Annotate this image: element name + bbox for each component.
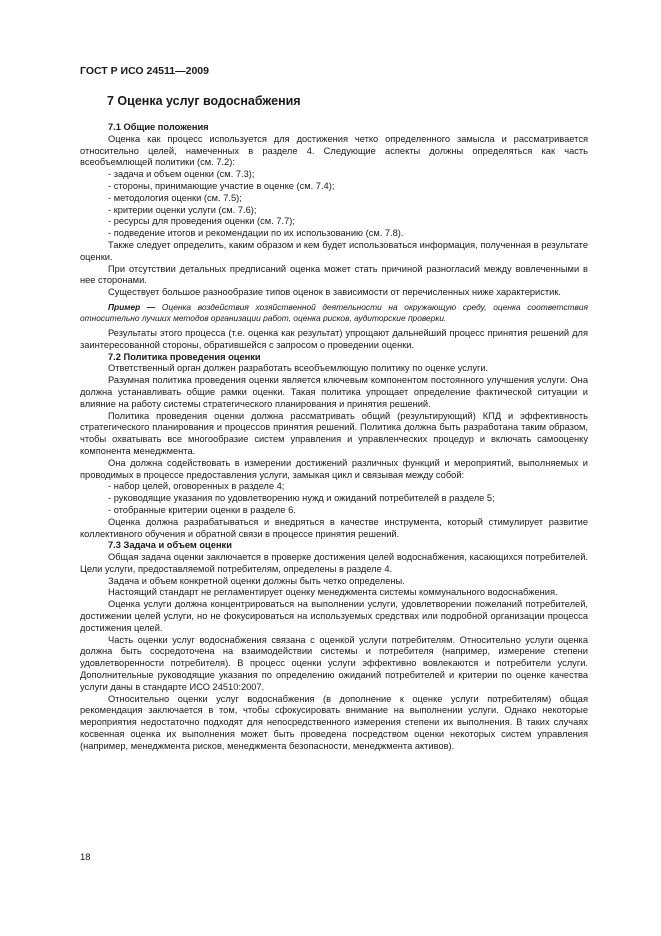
- paragraph: Часть оценки услуг водоснабжения связана с оценкой услуги потребителям. Относительно услуги оценка должна быть сосредоточена на взаимодействии системы и потребителя (например, измерение степени удовлетворенности потребителя). В процесс оценки услуги эффективно вовлекаются и потребители услуги. Дополнительные руководящие указания по определению ожиданий потребителей и критерии по оценке качества услуги даны в стандарте ИСО 24510:2007.: [80, 634, 588, 692]
- paragraph: Политика проведения оценки должна рассматривать общий (результирующий) КПД и эффективность стратегического планирования и процессов принятия решений. Политика должна быть разработана таким образом, чтобы охватывать все многообразие систем управления и управленческих процедур и включать самооценку компонента менеджмента.: [80, 410, 588, 456]
- paragraph: Разумная политика проведения оценки является ключевым компонентом постоянного улучшения услуги. Она должна устанавливать общие рамки оценки. Такая политика упрощает определение фактической ситуации и влияние на работу системы стратегического планирования и принятия решений.: [80, 375, 588, 409]
- document-body: [80, 122, 588, 753]
- paragraph: Она должна содействовать в измерении достижений различных функций и мероприятий, выполняемых и проводимых в процессе предоставления услуги, замыкая цикл и связывая между собой:: [80, 457, 588, 480]
- paragraph: Оценка должна разрабатываться и внедряться в качестве инструмента, который стимулирует развитие коллективного обучения и обратной связи в процессе принятия решений.: [80, 516, 588, 539]
- paragraph: Оценка услуги должна концентрироваться на выполнении услуги, удовлетворении пожеланий потребителей, достижении целей услуги, но не фокусироваться на используемых средствах или подробной организации процесса достижения целей.: [80, 599, 588, 633]
- subsection-heading-7-1: 7.1 Общие положения: [108, 122, 209, 132]
- document-header: ГОСТ Р ИСО 24511—2009: [80, 65, 209, 77]
- list-item: - подведение итогов и рекомендации по их использованию (см. 7.8).: [80, 228, 588, 240]
- example-text: Оценка воздействия хозяйственной деятельности на окружающую среду, оценка соответствия относительно лучших методов организации работ, оценка рисков, аудиторские проверки.: [80, 301, 588, 323]
- paragraph: Существует большое разнообразие типов оценок в зависимости от перечисленных ниже характеристик.: [108, 287, 561, 298]
- list-item: - стороны, принимающие участие в оценке (см. 7.4);: [80, 181, 588, 193]
- list-item: - набор целей, оговоренных в разделе 4;: [80, 481, 588, 493]
- page-number: 18: [80, 852, 91, 863]
- paragraph: Результаты этого процесса (т.е. оценка как результат) упрощают дальнейший процесс принятия решений для заинтересованной стороны, обратившейся с запросом о проведении оценки.: [80, 327, 588, 350]
- list-item: - ресурсы для проведения оценки (см. 7.7);: [80, 216, 588, 228]
- paragraph: При отсутствии детальных предписаний оценка может стать причиной разногласий между вовлеченными в нее сторонами.: [80, 263, 588, 286]
- paragraph: Общая задача оценки заключается в проверке достижения целей водоснабжения, касающихся потребителей. Цели услуги, предоставляемой потребителям, определены в разделе 4.: [80, 552, 588, 574]
- section-title: 7 Оценка услуг водоснабжения: [107, 94, 301, 108]
- paragraph: Ответственный орган должен разработать всеобъемлющую политику по оценке услуги.: [108, 363, 489, 374]
- list-item: - критерии оценки услуги (см. 7.6);: [80, 205, 588, 217]
- paragraph: Настоящий стандарт не регламентирует оценку менеджмента системы коммунального водоснабжения.: [108, 587, 558, 598]
- list-item: - руководящие указания по удовлетворению нужд и ожиданий потребителей в разделе 5;: [80, 493, 588, 505]
- example-note: [80, 302, 588, 324]
- list-item: - отобранные критерии оценки в разделе 6.: [80, 505, 588, 517]
- paragraph: Оценка как процесс используется для достижения четко определенного замысла и рассматривается относительно целей, намеченных в разделе 4. Следующие аспекты должны определяться как часть всеобъемлющей политики (см. 7.2):: [80, 133, 588, 168]
- paragraph: Задача и объем конкретной оценки должны быть четко определены.: [108, 575, 405, 586]
- list-item: - методология оценки (см. 7.5);: [80, 193, 588, 205]
- paragraph: Также следует определить, каким образом и кем будет использоваться информация, полученная в результате оценки.: [80, 239, 588, 262]
- example-label: Пример —: [108, 301, 156, 312]
- list-item: - задача и объем оценки (см. 7.3);: [80, 169, 588, 181]
- subsection-heading-7-3: 7.3 Задача и объем оценки: [108, 540, 232, 551]
- subsection-heading-7-2: 7.2 Политика проведения оценки: [108, 351, 261, 362]
- paragraph: Относительно оценки услуг водоснабжения (в дополнение к оценке услуги потребителям) общая рекомендация заключается в том, чтобы сфокусировать внимание на выполнении услуги. Однако некоторые мероприятия недостаточно подходят для непосредственного измерения степени их выполнения. В таких случаях косвенная оценка их выполнения может быть проведена посредством оценки некоторых систем управления (например, менеджмента рисков, менеджмента безопасности, менеджмента активов).: [80, 693, 588, 751]
